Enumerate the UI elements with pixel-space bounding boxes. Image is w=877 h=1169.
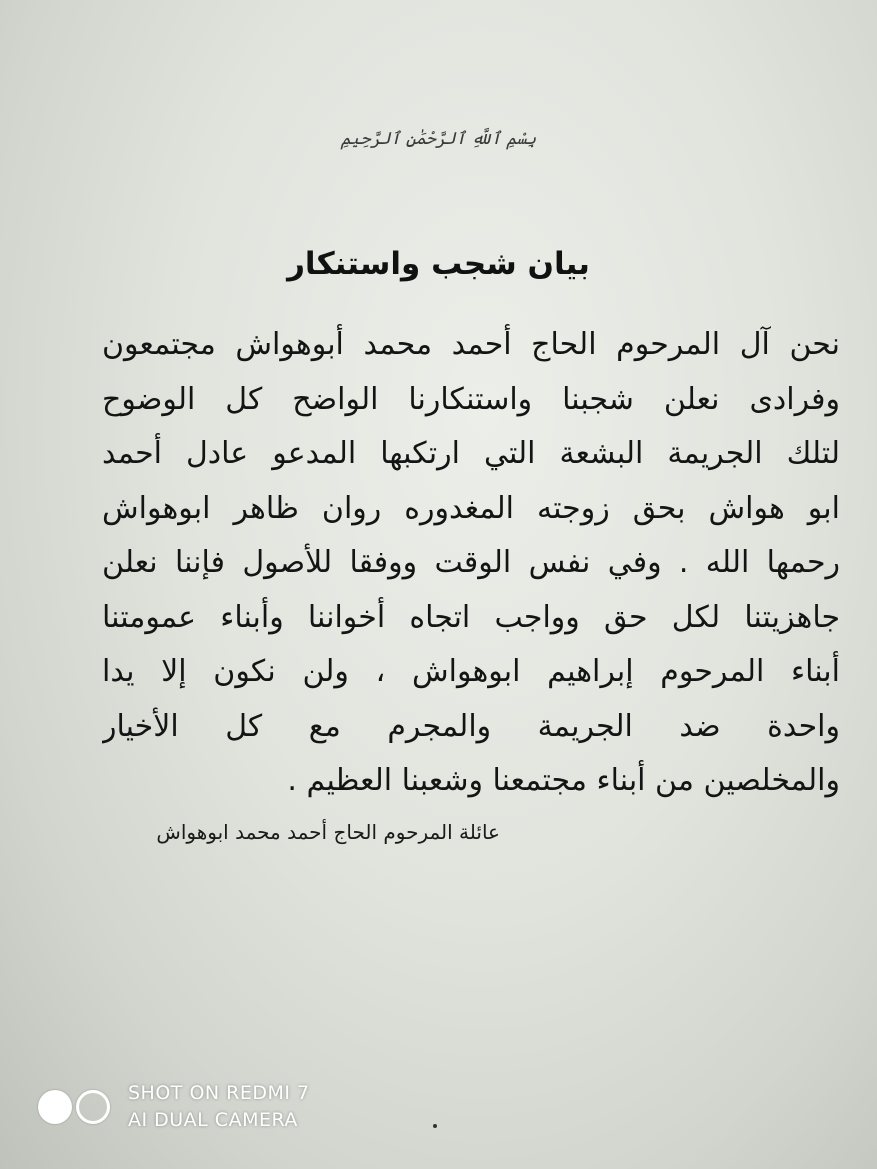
body-line: أبناء المرحوم إبراهيم ابوهواش ، ولن نكون إلا يدا	[102, 654, 840, 689]
body-line: والمخلصين من أبناء مجتمعنا وشعبنا العظيم .	[287, 763, 840, 798]
statement-title: بيان شجب واستنكار	[287, 246, 590, 282]
body-line: نحن آل المرحوم الحاج أحمد محمد أبوهواش مجتمعون	[102, 327, 840, 362]
body-line: لتلك الجريمة البشعة التي ارتكبها المدعو عادل أحمد	[102, 436, 840, 471]
camera-ring-icon	[76, 1090, 110, 1124]
body-line: رحمها الله . وفي نفس الوقت ووفقا للأصول فإننا نعلن	[102, 545, 840, 580]
basmala-header: بِسْمِ ٱللَّهِ ٱلرَّحْمَٰنِ ٱلرَّحِيمِ	[340, 129, 537, 149]
body-line: ابو هواش بحق زوجته المغدوره روان ظاهر ابوهواش	[102, 490, 840, 526]
signature-line: عائلة المرحوم الحاج أحمد محمد ابوهواش	[156, 820, 500, 844]
camera-watermark	[38, 1080, 310, 1134]
camera-dot-icon	[38, 1090, 72, 1124]
paper-speck	[433, 1124, 437, 1128]
body-line: واحدة ضد الجريمة والمجرم مع كل الأخيار	[102, 708, 840, 744]
body-line: وفرادى نعلن شجبنا واستنكارنا الواضح كل الوضوح	[102, 381, 840, 417]
body-line: جاهزيتنا لكل حق وواجب اتجاه أخواننا وأبناء عمومتنا	[102, 599, 840, 635]
watermark-text	[128, 1080, 310, 1134]
statement-body	[102, 318, 840, 809]
watermark-line-2: AI DUAL CAMERA	[128, 1109, 298, 1131]
watermark-line-1: SHOT ON REDMI 7	[128, 1082, 310, 1104]
